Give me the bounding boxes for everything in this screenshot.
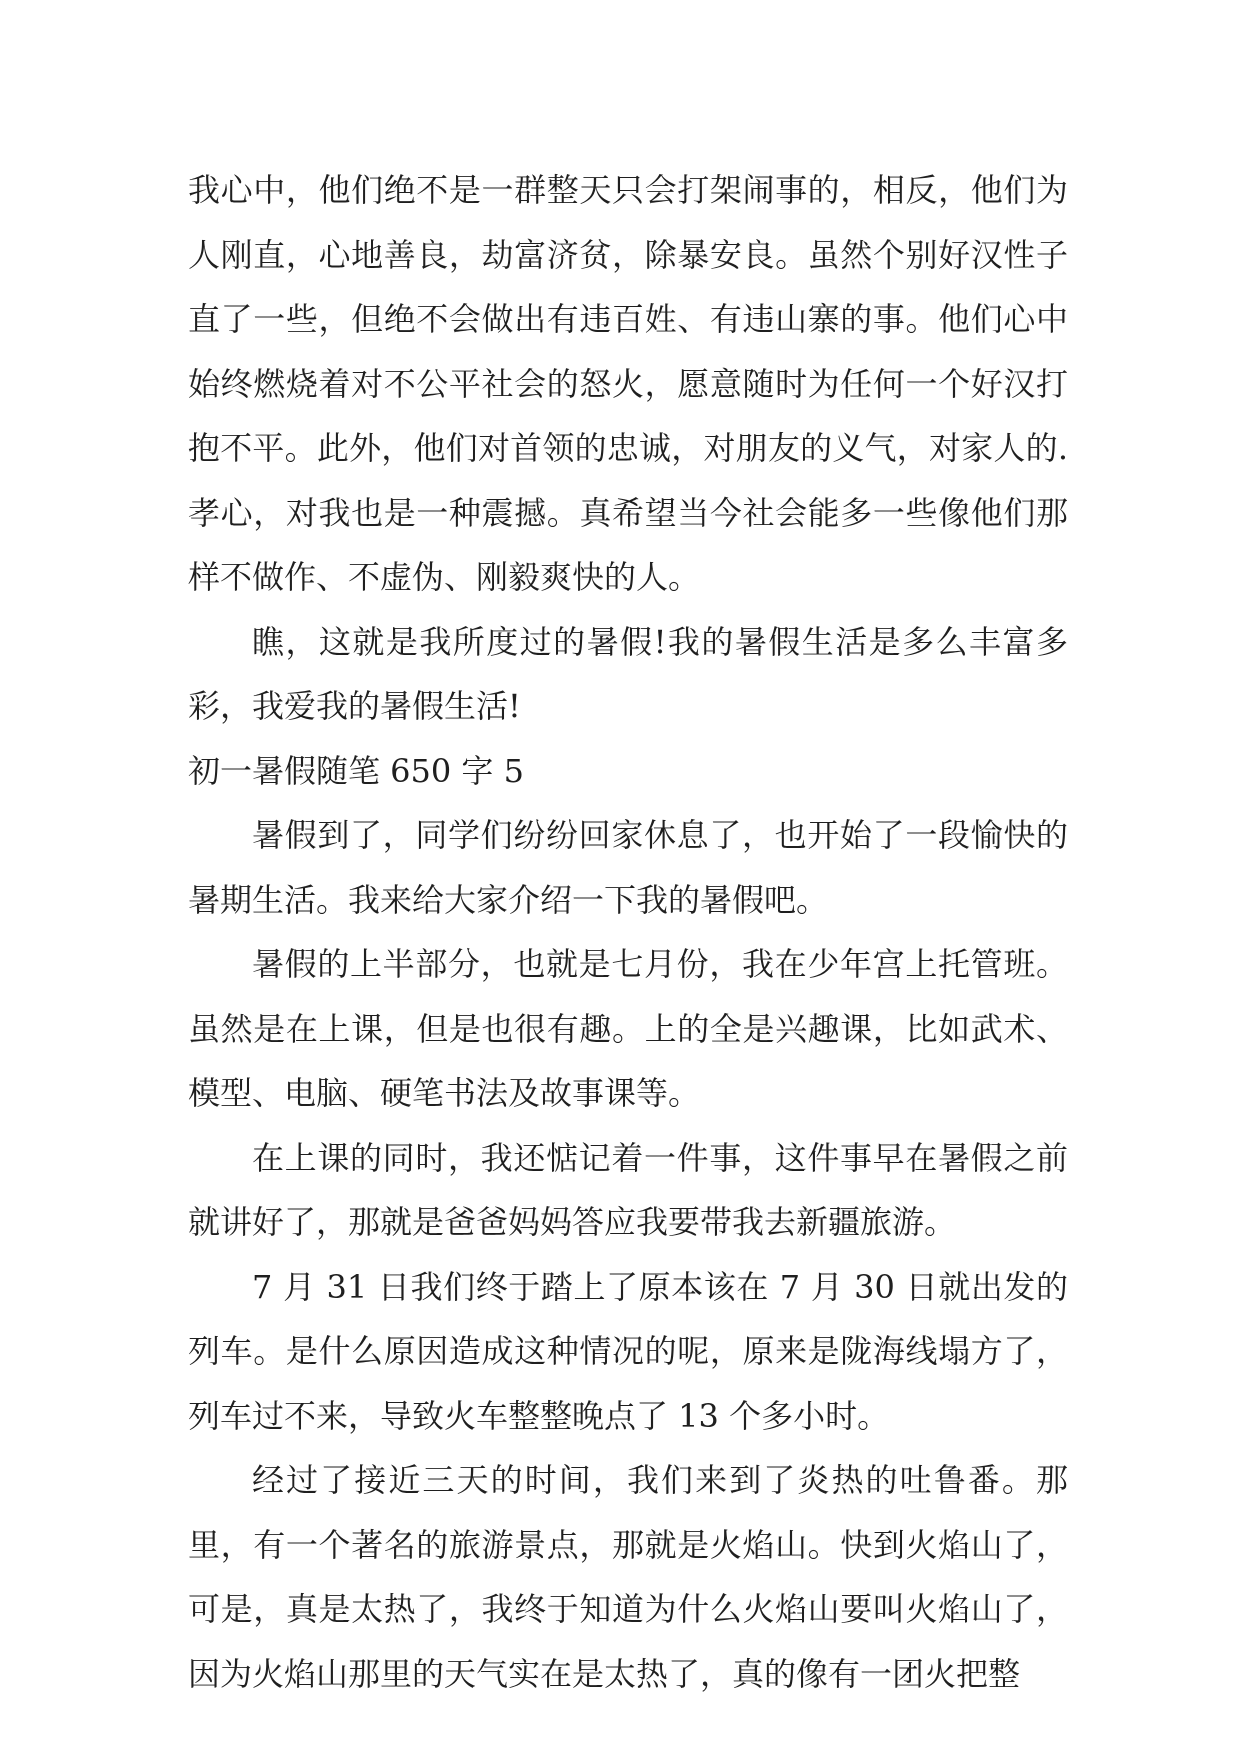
paragraph-flaming-mountain: 经过了接近三天的时间，我们来到了炎热的吐鲁番。那里，有一个著名的旅游景点，那就是火焰山。快到火焰山了，可是，真是太热了，我终于知道为什么火焰山要叫火焰山了，因为火焰山那里的天气实在是太热了，真的像有一团火把整 — [188, 1461, 1068, 1693]
section-heading: 初一暑假随笔 650 字 5 — [188, 751, 524, 790]
paragraph-train-delay: 7 月 31 日我们终于踏上了原本该在 7 月 30 日就出发的列车。是什么原因造成这种情况的呢，原来是陇海线塌方了，列车过不来，导致火车整整晚点了 13 个多小时。 — [188, 1267, 1068, 1435]
paragraph-intro: 暑假到了，同学们纷纷回家休息了，也开始了一段愉快的暑期生活。我来给大家介绍一下我的暑假吧。 — [188, 816, 1068, 919]
paragraph-summer-conclusion: 瞧，这就是我所度过的暑假!我的暑假生活是多么丰富多彩，我爱我的暑假生活! — [188, 622, 1068, 725]
paragraph-xinjiang-plan: 在上课的同时，我还惦记着一件事，这件事早在暑假之前就讲好了，那就是爸爸妈妈答应我要带我去新疆旅游。 — [188, 1138, 1068, 1241]
document-body — [188, 158, 1068, 1706]
paragraph-continued: 我心中，他们绝不是一群整天只会打架闹事的，相反，他们为人刚直，心地善良，劫富济贫，除暴安良。虽然个别好汉性子直了一些，但绝不会做出有违百姓、有违山寨的事。他们心中始终燃烧着对不公平社会的怒火，愿意随时为任何一个好汉打抱不平。此外，他们对首领的忠诚，对朋友的义气，对家人的.孝心，对我也是一种震撼。真希望当今社会能多一些像他们那样不做作、不虚伪、刚毅爽快的人。 — [188, 171, 1068, 596]
paragraph-july-classes: 暑假的上半部分，也就是七月份，我在少年宫上托管班。虽然是在上课，但是也很有趣。上的全是兴趣课，比如武术、模型、电脑、硬笔书法及故事课等。 — [188, 945, 1068, 1112]
